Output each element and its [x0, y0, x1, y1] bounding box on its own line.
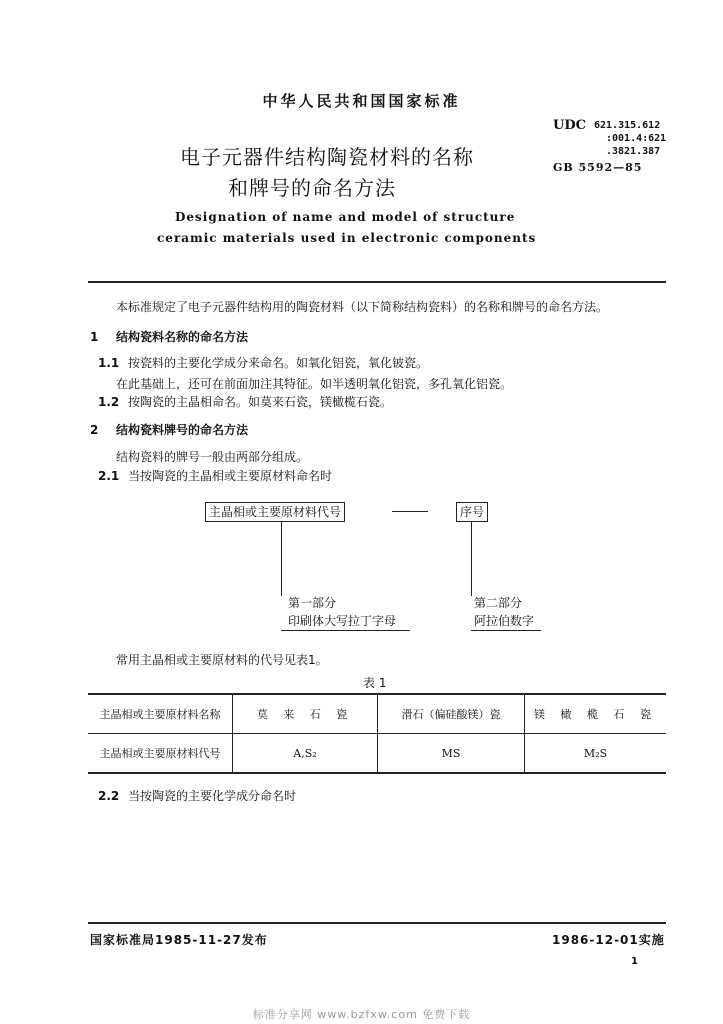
clause-2-2	[98, 787, 296, 804]
main-phase-code-box: 主晶相或主要原材料代号	[205, 502, 345, 522]
english-title-line-2: ceramic materials used in electronic components	[157, 231, 537, 245]
section-2-intro: 结构瓷料的牌号一般由两部分组成。	[116, 450, 309, 464]
part-1-underline	[281, 630, 410, 631]
header-divider	[88, 281, 666, 283]
part-2-underline	[471, 630, 541, 631]
table-cell: M₂S	[525, 734, 667, 774]
section-number: 1	[90, 330, 99, 344]
table-row	[88, 734, 666, 774]
clause-2-1	[98, 467, 332, 484]
clause-1-1-continued: 在此基础上，还可在前面加注其特征。如半透明氧化铝瓷，多孔氧化铝瓷。	[116, 377, 513, 391]
dash-connector	[392, 511, 428, 512]
title-line-1: 电子元器件结构陶瓷材料的名称	[180, 145, 474, 169]
section-number: 2	[90, 423, 99, 437]
part-1-leader-line	[281, 522, 282, 596]
table-cell: 滑石（偏硅酸镁）瓷	[378, 694, 525, 734]
title-line-2: 和牌号的命名方法	[228, 176, 396, 200]
part-2-leader-line	[471, 522, 472, 596]
table-cell: A,S₂	[233, 734, 378, 774]
effective-date: 1986-12-01实施	[552, 933, 665, 947]
issue-date: 国家标准局1985-11-27发布	[90, 933, 268, 947]
part-1-label: 第一部分	[288, 596, 337, 610]
section-title: 结构瓷料牌号的命名方法	[116, 423, 249, 437]
table-cell: 莫 来 石 瓷	[233, 694, 378, 734]
table-1-caption: 表 1	[363, 676, 387, 690]
page-number: 1	[631, 956, 638, 967]
part-1-description: 印刷体大写拉丁字母	[288, 614, 397, 628]
table-cell: 镁 橄 榄 石 瓷	[525, 694, 667, 734]
udc-code-line-2: :001.4:621	[606, 133, 667, 144]
table-reference-note: 常用主晶相或主要原材料的代号见表1。	[116, 653, 328, 667]
download-watermark: 标准分享网 www.bzfxw.com 免费下载	[252, 1008, 471, 1021]
clause-text: 按陶瓷的主晶相命名。如莫来石瓷，镁橄榄石瓷。	[128, 395, 393, 409]
clause-text: 按瓷料的主要化学成分来命名。如氧化铝瓷，氧化铍瓷。	[128, 356, 429, 370]
gb-standard-code: GB 5592—85	[553, 161, 643, 174]
section-2-heading	[90, 421, 248, 438]
intro-paragraph: 本标准规定了电子元器件结构用的陶瓷材料（以下简称结构瓷料）的名称和牌号的命名方法。	[116, 300, 609, 314]
udc-code-line-1: 621.315.612	[594, 120, 661, 131]
clause-text: 当按陶瓷的主要化学成分命名时	[128, 789, 297, 803]
clause-number: 1.2	[98, 395, 120, 409]
udc-label: UDC	[553, 118, 586, 133]
footer-divider	[88, 922, 666, 924]
clause-number: 1.1	[98, 356, 120, 370]
part-2-description: 阿拉伯数字	[474, 614, 535, 628]
part-2-label: 第二部分	[474, 596, 523, 610]
section-1-heading	[90, 328, 248, 345]
serial-number-box: 序号	[456, 502, 488, 522]
table-header-cell: 主晶相或主要原材料名称	[88, 694, 233, 734]
table-1	[88, 693, 666, 774]
section-title: 结构瓷料名称的命名方法	[116, 330, 249, 344]
clause-1-1	[98, 354, 428, 371]
clause-1-2	[98, 393, 392, 410]
clause-number: 2.2	[98, 789, 120, 803]
table-header-cell: 主晶相或主要原材料代号	[88, 734, 233, 774]
english-title-line-1: Designation of name and model of structure	[175, 210, 516, 224]
table-cell: MS	[378, 734, 525, 774]
national-standard-heading: 中华人民共和国国家标准	[262, 92, 461, 110]
udc-code-line-3: .3821.387	[606, 146, 661, 157]
clause-text: 当按陶瓷的主晶相或主要原材料命名时	[128, 469, 333, 483]
table-row	[88, 694, 666, 734]
clause-number: 2.1	[98, 469, 120, 483]
